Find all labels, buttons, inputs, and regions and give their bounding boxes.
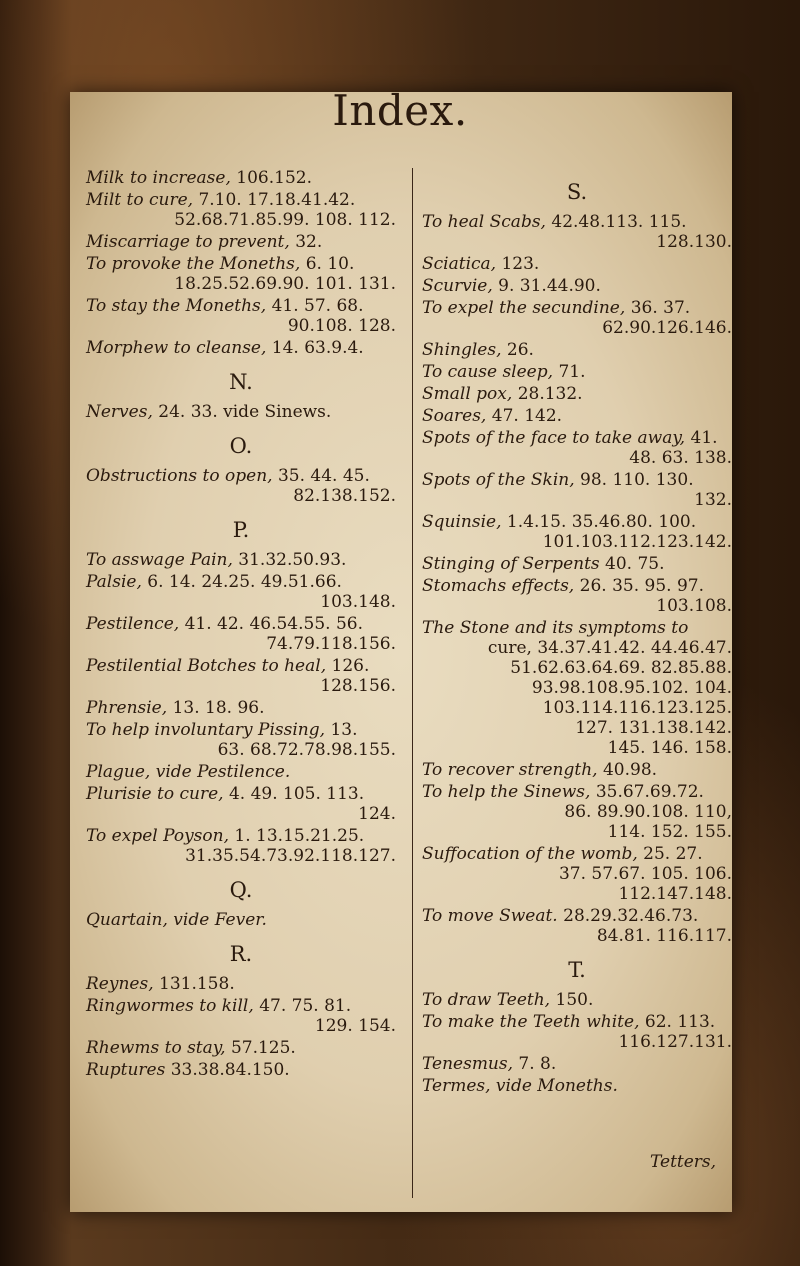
section-letter: N. [229,370,253,394]
entry-pages: 9. 31.44.90. [498,276,601,296]
index-entry [422,554,732,574]
index-entry [422,428,732,468]
entry-name: Nerves, [86,402,153,422]
entry-name: Reynes, [86,974,154,994]
entry-name: To draw Teeth, [422,990,551,1010]
entry-pages: 28.132. [517,384,583,404]
entry-name: The Stone and its symptoms to [422,618,689,638]
index-entry [422,782,732,842]
entry-name: Tenesmus, [422,1054,514,1074]
index-entry [86,232,396,252]
entry-name: Ruptures [86,1060,166,1080]
entry-pages: 26. [506,340,534,360]
entry-name: Spots of the Skin, [422,470,575,490]
index-entry [86,338,396,358]
entry-continuation: 114. 152. 155. [607,822,732,842]
index-entry [86,190,396,230]
entry-pages: 40. 75. [605,554,665,574]
entry-continuation: 84.81. 116.117. [596,926,732,946]
entry-pages: 6. 10. [305,254,355,274]
index-entry [86,1038,396,1058]
entry-name: Shingles, [422,340,502,360]
index-entry [422,760,732,780]
index-entry [422,212,732,252]
entry-name: Termes, vide Moneths. [422,1076,618,1096]
index-entry [422,1012,732,1052]
index-entry [422,276,732,296]
entry-pages: 126. [331,656,370,676]
entry-name: Scurvie, [422,276,493,296]
section-letter: S. [566,180,588,204]
entry-pages: 32. [295,232,323,252]
entry-pages: 1. 13.15.21.25. [234,826,365,846]
entry-name: Miscarriage to prevent, [86,232,290,252]
index-entry [86,656,396,696]
index-entry [86,996,396,1036]
index-entry [422,990,732,1010]
entry-continuation: 18.25.52.69.90. 101. 131. [174,274,396,294]
entry-continuation: cure, 34.37.41.42. 44.46.47. [487,638,732,658]
entry-pages: 25. 27. [643,844,703,864]
entry-continuation: 62.90.126.146. [602,318,732,338]
entry-name: To move Sweat. [422,906,558,926]
entry-pages: 35. 44. 45. [277,466,370,486]
index-entry [86,826,396,866]
index-entry [422,298,732,338]
entry-pages: 41. [690,428,718,448]
entry-name: Pestilence, [86,614,180,634]
entry-pages: 98. 110. 130. [580,470,694,490]
entry-pages: 14. 63.9.4. [271,338,364,358]
index-entry [422,1076,732,1096]
index-entry [422,906,732,946]
entry-name: Stinging of Serpents [422,554,600,574]
entry-continuation: 82.138.152. [293,486,396,506]
entry-pages: 13. 18. 96. [172,698,265,718]
entry-continuation: 127. 131.138.142. [575,718,732,738]
entry-pages: 24. 33. vide Sinews. [158,402,332,422]
entry-continuation: 48. 63. 138. [629,448,732,468]
entry-continuation: 103.148. [320,592,396,612]
entry-name: To asswage Pain, [86,550,233,570]
entry-name: Milt to cure, [86,190,194,210]
entry-pages: 123. [501,254,540,274]
entry-name: Sciatica, [422,254,497,274]
entry-name: To stay the Moneths, [86,296,267,316]
entry-pages: 57.125. [230,1038,296,1058]
section-letter: Q. [229,878,253,902]
index-entry [422,576,732,616]
index-entry [86,254,396,294]
entry-pages: 47. 142. [491,406,563,426]
index-entry [422,470,732,510]
index-entry [422,254,732,274]
entry-continuation: 112.147.148. [618,884,732,904]
entry-pages: 41. 42. 46.54.55. 56. [184,614,364,634]
entry-continuation: 63. 68.72.78.98.155. [217,740,396,760]
entry-pages: 31.32.50.93. [238,550,347,570]
entry-pages: 62. 113. [644,1012,716,1032]
entry-continuation: 116.127.131. [618,1032,732,1052]
entry-name: Obstructions to open, [86,466,273,486]
index-entry [422,1054,732,1074]
section-letter: R. [229,942,253,966]
index-entry [422,512,732,552]
index-entry [86,466,396,506]
index-entry [86,296,396,336]
index-entry [86,698,396,718]
entry-continuation: 86. 89.90.108. 110, [564,802,732,822]
entry-pages: 7. 8. [518,1054,557,1074]
entry-pages: 106.152. [236,168,312,188]
entry-continuation: 37. 57.67. 105. 106. [558,864,732,884]
index-entry [86,1060,396,1080]
index-entry [86,910,396,930]
entry-name: Plurisie to cure, [86,784,224,804]
index-entry [86,572,396,612]
entry-name: Palsie, [86,572,142,592]
index-entry [86,168,396,188]
entry-continuation: 74.79.118.156. [266,634,396,654]
entry-name: Stomachs effects, [422,576,575,596]
entry-pages: 13. [330,720,358,740]
entry-continuation: 52.68.71.85.99. 108. 112. [174,210,396,230]
entry-pages: 7.10. 17.18.41.42. [198,190,356,210]
index-entry [86,762,396,782]
left-column [86,168,396,1082]
entry-pages: 40.98. [602,760,658,780]
index-entry [422,844,732,904]
entry-name: To cause sleep, [422,362,554,382]
entry-name: Spots of the face to take away, [422,428,686,448]
entry-pages: 71. [558,362,586,382]
section-letter: P. [232,518,250,542]
index-entry [422,340,732,360]
index-entry [422,406,732,426]
entry-pages: 33.38.84.150. [170,1060,290,1080]
entry-continuation: 145. 146. 158. [607,738,732,758]
column-divider [412,168,413,1198]
entry-pages: 26. 35. 95. 97. [579,576,704,596]
entry-name: Phrensie, [86,698,168,718]
index-entry [422,618,732,758]
entry-name: Plague, vide Pestilence. [86,762,291,782]
entry-continuation: 31.35.54.73.92.118.127. [185,846,396,866]
entry-pages: 28.29.32.46.73. [563,906,699,926]
entry-name: Small pox, [422,384,513,404]
entry-pages: 36. 37. [630,298,691,318]
entry-name: Ringwormes to kill, [86,996,254,1016]
index-entry [86,784,396,824]
entry-continuation: 128.130. [656,232,732,252]
entry-name: Squinsie, [422,512,502,532]
entry-pages: 1.4.15. 35.46.80. 100. [506,512,697,532]
entry-continuation: 132. [694,490,732,510]
entry-name: Morphew to cleanse, [86,338,267,358]
index-entry [422,384,732,404]
page-title: Index. [332,86,468,135]
index-entry [422,362,732,382]
entry-continuation: 129. 154. [314,1016,396,1036]
entry-pages: 35.67.69.72. [595,782,704,802]
entry-pages: 131.158. [159,974,235,994]
entry-name: To provoke the Moneths, [86,254,301,274]
entry-pages: 4. 49. 105. 113. [228,784,365,804]
entry-continuation: 90.108. 128. [287,316,396,336]
entry-pages: 41. 57. 68. [271,296,364,316]
index-entry [86,974,396,994]
catchword: Tetters, [650,1152,717,1172]
entry-pages: 47. 75. 81. [259,996,352,1016]
entry-name: Milk to increase, [86,168,231,188]
entry-continuation: 103.108. [656,596,732,616]
entry-continuation: 101.103.112.123.142. [542,532,732,552]
entry-name: To expel the secundine, [422,298,626,318]
entry-pages: 6. 14. 24.25. 49.51.66. [147,572,342,592]
entry-name: To help involuntary Pissing, [86,720,326,740]
entry-name: To heal Scabs, [422,212,546,232]
entry-pages: 150. [555,990,594,1010]
section-letter: O. [229,434,253,458]
entry-name: To make the Teeth white, [422,1012,640,1032]
entry-name: To expel Poyson, [86,826,229,846]
entry-continuation: 128.156. [320,676,396,696]
entry-name: Pestilential Botches to heal, [86,656,327,676]
index-entry [86,614,396,654]
entry-continuation: 103.114.116.123.125. [542,698,732,718]
index-entry [86,720,396,760]
entry-name: Soares, [422,406,487,426]
section-letter: T. [568,958,586,982]
index-entry [86,550,396,570]
right-column [422,168,732,1098]
entry-name: Rhewms to stay, [86,1038,226,1058]
entry-pages: 42.48.113. 115. [551,212,687,232]
entry-continuation: 93.98.108.95.102. 104. [531,678,732,698]
entry-name: Quartain, vide Fever. [86,910,267,930]
entry-name: Suffocation of the womb, [422,844,638,864]
entry-continuation: 51.62.63.64.69. 82.85.88. [510,658,732,678]
entry-continuation: 124. [358,804,396,824]
index-entry [86,402,396,422]
entry-name: To help the Sinews, [422,782,591,802]
entry-name: To recover strength, [422,760,598,780]
